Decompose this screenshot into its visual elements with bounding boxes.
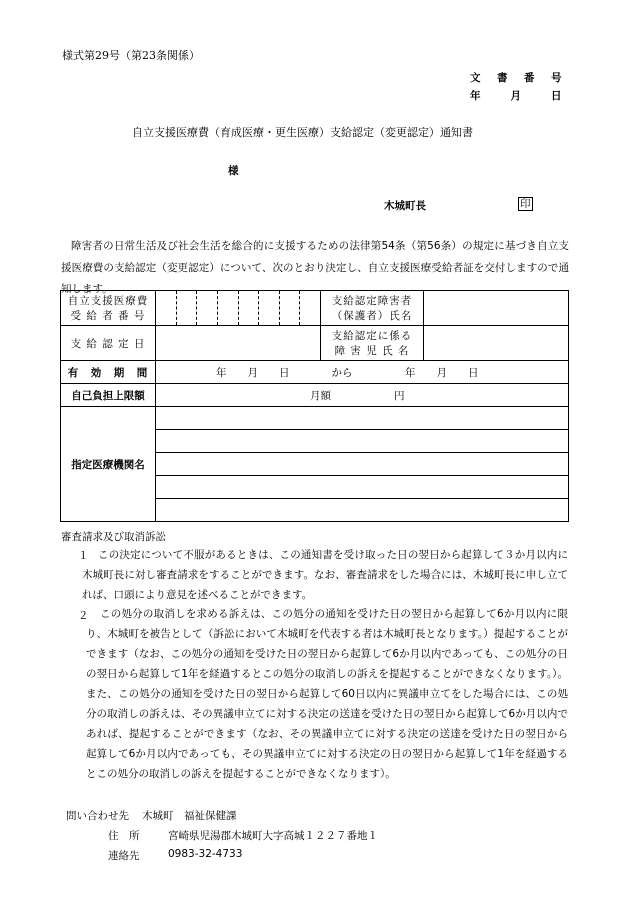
validity-label: 有 効 期 間 <box>61 361 156 384</box>
recipient-number-boxes <box>156 291 321 326</box>
certified-person-label: 支給認定障害者 （保護者）氏名 <box>321 291 424 326</box>
contact-label: 問い合わせ先 <box>66 810 129 822</box>
review-item-2: この処分の取消しを求める訴えは、この処分の通知を受けた日の翌日から起算して6か月以内に限り、木城町を被告として（訴訟において木城町を代表する者は木城町長となります。）提起することができます（なお、この処分の通知を受けた日の翌日から起算して6か月以内であっても、この処分の日の翌日から起算して1年を経過するとこの処分の取消しの訴えを提起することができなくなります。）。また、この処分の通知を受けた日の翌日から起算して60日以内に異議申立てをした場合には、この処分の取消しの訴えは、その異議申立てに対する決定の送達を受けた日の翌日から起算して6か月以内であれば、提起することができます（なお、その異議申立てに対する決定の送達を受けた日の翌日から起算して6か月以内であっても、その異議申立てに対する決定の日の翌日から起算して1年を経過するとこの処分の取消しの訴えを提起することができなくなります）。 <box>86 608 568 780</box>
review-item-1-number: １ <box>78 550 89 562</box>
institution-line <box>156 453 569 476</box>
review-item-1: この決定について不服があるときは、この通知書を受け取った日の翌日から起算して３か月以内に木城町長に対し審査請求をすることができます。なお、審査請求をした場合には、木城町長に申し立てれば、口頭により意見を述べることができます。 <box>82 549 568 601</box>
address-value: 宮崎県児湯郡木城町大字高城１２２７番地１ <box>168 830 378 842</box>
issuer-name: 木城町長 <box>384 200 426 212</box>
document-number-label: 文 書 番 号 <box>470 72 565 84</box>
child-name-label: 支給認定に係る 障 害 児 氏 名 <box>321 326 424 361</box>
date-label: 年 月 日 <box>470 90 565 102</box>
cert-date-value <box>156 326 321 361</box>
form-number: 様式第29号（第23条関係） <box>62 49 200 62</box>
addressee-suffix: 様 <box>228 165 239 177</box>
cert-date-label: 支 給 認 定 日 <box>61 326 156 361</box>
review-item-2-number: ２ <box>78 610 89 622</box>
institution-line <box>156 476 569 499</box>
intro-paragraph: 障害者の日常生活及び社会生活を総合的に支援するための法律第54条（第56条）の規定に基づき自立支援医療費の支給認定（変更認定）について、次のとおり決定し、自立支援医療受給者証を交付しますので通知します。 <box>61 240 569 295</box>
contact-office: 木城町 福祉保健課 <box>142 810 237 822</box>
table-row <box>61 384 569 407</box>
institution-line <box>156 407 569 430</box>
table-row <box>61 361 569 384</box>
institution-line <box>156 430 569 453</box>
document-title: 自立支援医療費（育成医療・更生医療）支給認定（変更認定）通知書 <box>132 126 473 139</box>
review-heading: 審査請求及び取消訴訟 <box>61 531 166 543</box>
table-row <box>61 291 569 326</box>
seal-mark: 印 <box>520 198 531 210</box>
certified-person-value <box>424 291 569 326</box>
recipient-number-label: 自立支援医療費 受 給 者 番 号 <box>61 291 156 326</box>
phone-value: 0983-32-4733 <box>168 848 243 860</box>
child-name-value <box>424 326 569 361</box>
institution-label: 指定医療機関名 <box>61 407 156 522</box>
table-row <box>61 407 569 430</box>
validity-value: 年 月 日 から 年 月 日 <box>156 361 569 384</box>
copay-limit-value: 月額 円 <box>156 384 569 407</box>
address-label: 住 所 <box>108 830 140 842</box>
copay-limit-label: 自己負担上限額 <box>61 384 156 407</box>
certification-table <box>60 290 569 522</box>
phone-label: 連絡先 <box>108 850 140 862</box>
institution-line <box>156 499 569 522</box>
table-row <box>61 326 569 361</box>
